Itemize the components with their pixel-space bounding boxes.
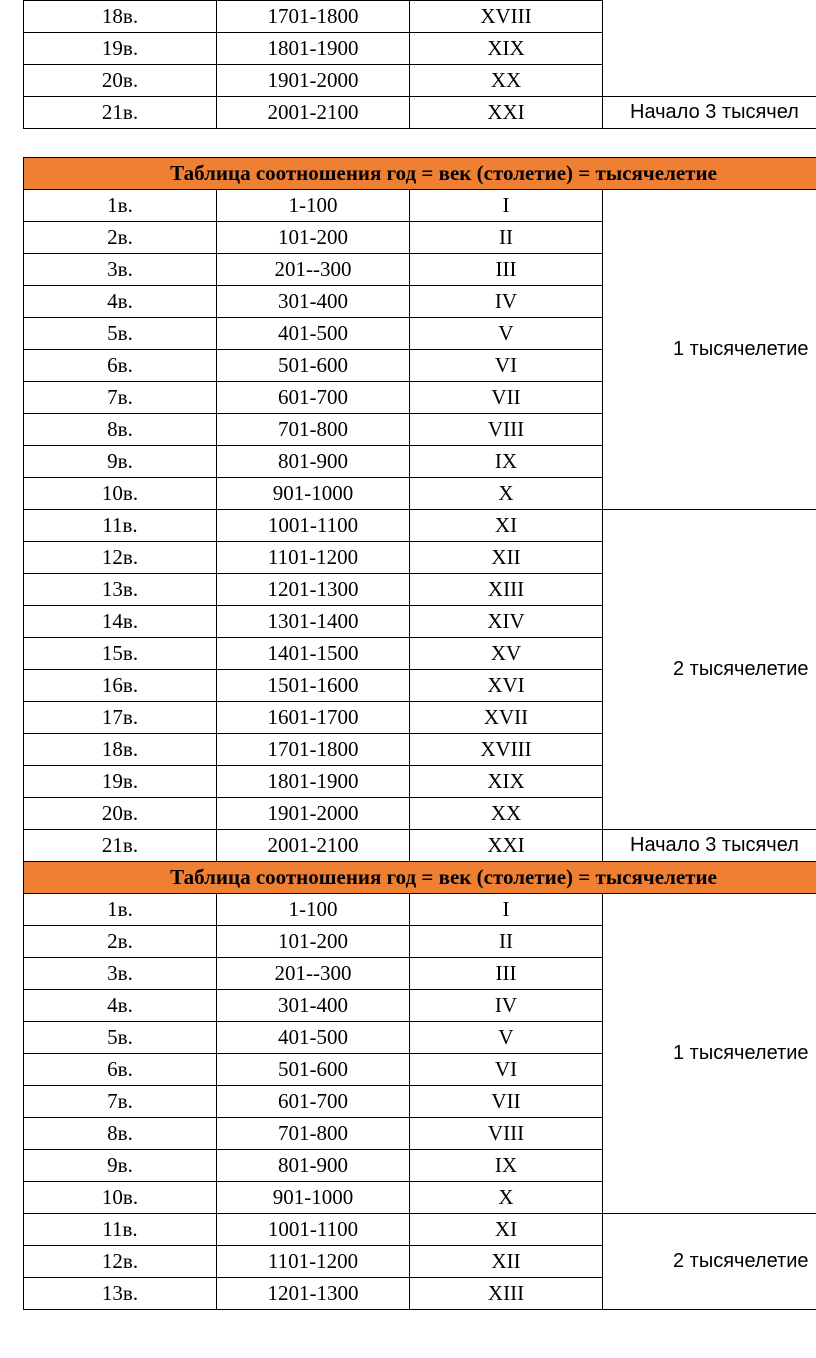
- roman-cell: II: [410, 926, 603, 958]
- century-cell: 12в.: [24, 542, 217, 574]
- table-row: [24, 1, 816, 33]
- table-header-row: [24, 158, 816, 190]
- century-cell: 1в.: [24, 190, 217, 222]
- roman-cell: VII: [410, 382, 603, 414]
- roman-cell: V: [410, 318, 603, 350]
- roman-cell: XIII: [410, 1278, 603, 1310]
- millennium-cell: 1 тысячелетие: [603, 894, 816, 1214]
- years-cell: 1601-1700: [217, 702, 410, 734]
- roman-cell: XIII: [410, 574, 603, 606]
- table-row: [24, 190, 816, 222]
- table-title: Таблица соотношения год = век (столетие) = тысячелетие: [24, 862, 816, 894]
- years-cell: 901-1000: [217, 1182, 410, 1214]
- roman-cell: V: [410, 1022, 603, 1054]
- roman-cell: XV: [410, 638, 603, 670]
- century-cell: 10в.: [24, 478, 217, 510]
- years-cell: 1801-1900: [217, 766, 410, 798]
- century-millennium-table: [23, 157, 816, 1310]
- century-cell: 20в.: [24, 798, 217, 830]
- years-cell: 601-700: [217, 1086, 410, 1118]
- century-cell: 4в.: [24, 286, 217, 318]
- century-cell: 13в.: [24, 574, 217, 606]
- roman-cell: XI: [410, 510, 603, 542]
- century-cell: 9в.: [24, 1150, 217, 1182]
- roman-cell: XVI: [410, 670, 603, 702]
- years-cell: 801-900: [217, 1150, 410, 1182]
- roman-cell: X: [410, 478, 603, 510]
- millennium-note: Начало 3 тысячел: [603, 97, 816, 129]
- years-cell: 1001-1100: [217, 510, 410, 542]
- years-cell: 1-100: [217, 190, 410, 222]
- years-cell: 1501-1600: [217, 670, 410, 702]
- years-cell: 1401-1500: [217, 638, 410, 670]
- roman-cell: VIII: [410, 1118, 603, 1150]
- millennium-cell: 2 тысячелетие: [603, 1214, 816, 1310]
- century-cell: 2в.: [24, 222, 217, 254]
- century-cell: 10в.: [24, 1182, 217, 1214]
- years-cell: 201--300: [217, 254, 410, 286]
- millennium-cell: 2 тысячелетие: [603, 510, 816, 830]
- years-cell: 1901-2000: [217, 65, 410, 97]
- century-cell: 16в.: [24, 670, 217, 702]
- years-cell: 2001-2100: [217, 97, 410, 129]
- century-cell: 6в.: [24, 350, 217, 382]
- years-cell: 1101-1200: [217, 542, 410, 574]
- roman-cell: I: [410, 190, 603, 222]
- century-cell: 17в.: [24, 702, 217, 734]
- roman-cell: XVIII: [410, 1, 603, 33]
- years-cell: 401-500: [217, 318, 410, 350]
- roman-cell: XII: [410, 1246, 603, 1278]
- roman-cell: III: [410, 958, 603, 990]
- century-cell: 7в.: [24, 1086, 217, 1118]
- years-cell: 701-800: [217, 1118, 410, 1150]
- millennium-cell: 1 тысячелетие: [603, 190, 816, 510]
- roman-cell: VI: [410, 1054, 603, 1086]
- years-cell: 1001-1100: [217, 1214, 410, 1246]
- roman-cell: XXI: [410, 97, 603, 129]
- years-cell: 501-600: [217, 350, 410, 382]
- years-cell: 1901-2000: [217, 798, 410, 830]
- roman-cell: XX: [410, 65, 603, 97]
- roman-cell: XI: [410, 1214, 603, 1246]
- century-cell: 1в.: [24, 894, 217, 926]
- century-cell: 5в.: [24, 1022, 217, 1054]
- roman-cell: XVII: [410, 702, 603, 734]
- century-cell: 2в.: [24, 926, 217, 958]
- roman-cell: IX: [410, 1150, 603, 1182]
- years-cell: 301-400: [217, 286, 410, 318]
- years-cell: 501-600: [217, 1054, 410, 1086]
- years-cell: 901-1000: [217, 478, 410, 510]
- table-row: [24, 830, 816, 862]
- century-cell: 7в.: [24, 382, 217, 414]
- roman-cell: XIX: [410, 766, 603, 798]
- millennium-note: Начало 3 тысячел: [603, 830, 816, 862]
- roman-cell: IV: [410, 990, 603, 1022]
- century-table-fragment: [23, 0, 816, 129]
- years-cell: 2001-2100: [217, 830, 410, 862]
- roman-cell: XX: [410, 798, 603, 830]
- century-cell: 9в.: [24, 446, 217, 478]
- century-cell: 8в.: [24, 1118, 217, 1150]
- years-cell: 1701-1800: [217, 1, 410, 33]
- century-cell: 5в.: [24, 318, 217, 350]
- roman-cell: XIX: [410, 33, 603, 65]
- roman-cell: II: [410, 222, 603, 254]
- roman-cell: X: [410, 1182, 603, 1214]
- century-cell: 3в.: [24, 958, 217, 990]
- years-cell: 201--300: [217, 958, 410, 990]
- years-cell: 801-900: [217, 446, 410, 478]
- century-cell: 11в.: [24, 510, 217, 542]
- years-cell: 1-100: [217, 894, 410, 926]
- years-cell: 1201-1300: [217, 574, 410, 606]
- century-cell: 15в.: [24, 638, 217, 670]
- table-row: [24, 894, 816, 926]
- table-row: [24, 510, 816, 542]
- table-header-row: [24, 862, 816, 894]
- century-cell: 20в.: [24, 65, 217, 97]
- century-cell: 19в.: [24, 766, 217, 798]
- century-cell: 8в.: [24, 414, 217, 446]
- century-cell: 18в.: [24, 734, 217, 766]
- century-cell: 21в.: [24, 830, 217, 862]
- roman-cell: VII: [410, 1086, 603, 1118]
- years-cell: 1101-1200: [217, 1246, 410, 1278]
- century-cell: 13в.: [24, 1278, 217, 1310]
- years-cell: 601-700: [217, 382, 410, 414]
- years-cell: 1301-1400: [217, 606, 410, 638]
- table-title: Таблица соотношения год = век (столетие) = тысячелетие: [24, 158, 816, 190]
- years-cell: 101-200: [217, 222, 410, 254]
- empty-cell: [603, 1, 816, 97]
- roman-cell: III: [410, 254, 603, 286]
- years-cell: 301-400: [217, 990, 410, 1022]
- roman-cell: VIII: [410, 414, 603, 446]
- roman-cell: XXI: [410, 830, 603, 862]
- roman-cell: I: [410, 894, 603, 926]
- roman-cell: VI: [410, 350, 603, 382]
- century-cell: 6в.: [24, 1054, 217, 1086]
- century-cell: 4в.: [24, 990, 217, 1022]
- years-cell: 401-500: [217, 1022, 410, 1054]
- years-cell: 1801-1900: [217, 33, 410, 65]
- years-cell: 701-800: [217, 414, 410, 446]
- roman-cell: IX: [410, 446, 603, 478]
- century-cell: 14в.: [24, 606, 217, 638]
- table-row: [24, 1214, 816, 1246]
- years-cell: 1701-1800: [217, 734, 410, 766]
- table-row: [24, 97, 816, 129]
- roman-cell: XIV: [410, 606, 603, 638]
- century-cell: 18в.: [24, 1, 217, 33]
- roman-cell: IV: [410, 286, 603, 318]
- years-cell: 101-200: [217, 926, 410, 958]
- century-cell: 19в.: [24, 33, 217, 65]
- years-cell: 1201-1300: [217, 1278, 410, 1310]
- century-cell: 12в.: [24, 1246, 217, 1278]
- roman-cell: XVIII: [410, 734, 603, 766]
- roman-cell: XII: [410, 542, 603, 574]
- century-cell: 11в.: [24, 1214, 217, 1246]
- century-cell: 3в.: [24, 254, 217, 286]
- century-cell: 21в.: [24, 97, 217, 129]
